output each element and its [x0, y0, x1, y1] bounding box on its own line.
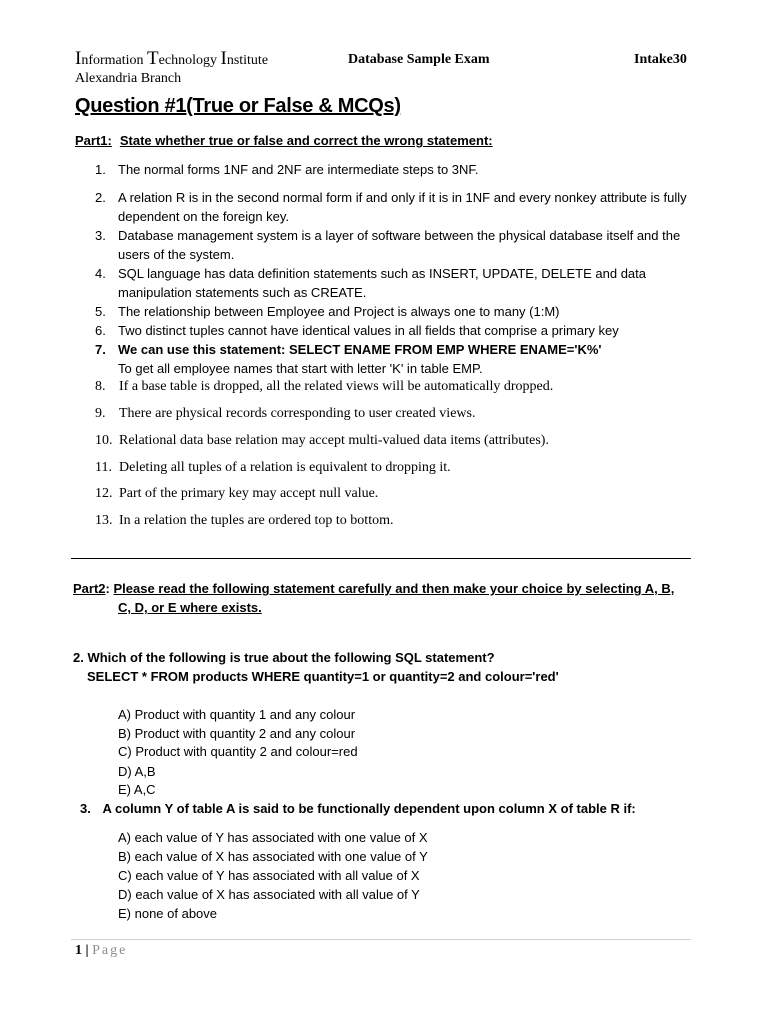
branch-name: Alexandria Branch [75, 71, 182, 86]
institute-header [75, 50, 268, 88]
option-c: C) each value of Y has associated with all value of X [118, 868, 420, 883]
part2-text-line2: C, D, or E where exists. [118, 600, 262, 615]
question-2 [73, 648, 559, 686]
option-b: B) Product with quantity 2 and any colour [118, 726, 356, 741]
option-d: D) A,B [118, 764, 156, 779]
question-3-text: A column Y of table A is said to be functionally dependent upon column X of table R if: [102, 801, 636, 816]
exam-title: Database Sample Exam [348, 52, 490, 67]
option-b: B) each value of X has associated with one value of Y [118, 849, 428, 864]
part2-label: Part2 [73, 581, 106, 596]
question-title: Question #1(True or False & MCQs) [75, 95, 401, 117]
option-e: E) none of above [118, 906, 218, 921]
question-3-number: 3. [80, 801, 91, 816]
question-2-text: 2. Which of the following is true about the following SQL statement? [73, 650, 495, 665]
institute-name: Information Technology Institute [75, 48, 269, 69]
option-d: D) each value of X has associated with all value of Y [118, 887, 420, 902]
question-2-sql: SELECT * FROM products WHERE quantity=1 or quantity=2 and colour='red' [87, 669, 559, 684]
part2-instruction: Part2: Please read the following statement carefully and then make your choice by selecting A, B, C, D, or E where exists. [73, 579, 693, 617]
part1-text: State whether true or false and correct the wrong statement: [119, 133, 493, 148]
footer-divider [71, 939, 691, 940]
option-e: E) A,C [118, 782, 156, 797]
part1-label: Part1: [75, 133, 112, 148]
part1-instruction [75, 133, 493, 148]
page-number: 1 [75, 943, 82, 958]
page-footer: 1 | Page [75, 943, 128, 958]
intake-label: Intake30 [634, 52, 687, 67]
section-divider [71, 558, 691, 559]
part2-text-line1: Please read the following statement carefully and then make your choice by selecting A, B, [113, 581, 675, 596]
option-a: A) each value of Y has associated with one value of X [118, 830, 428, 845]
option-c: C) Product with quantity 2 and colour=red [118, 744, 358, 759]
question-3 [80, 799, 636, 818]
option-a: A) Product with quantity 1 and any colour [118, 707, 356, 722]
page-label: Page [92, 943, 128, 958]
